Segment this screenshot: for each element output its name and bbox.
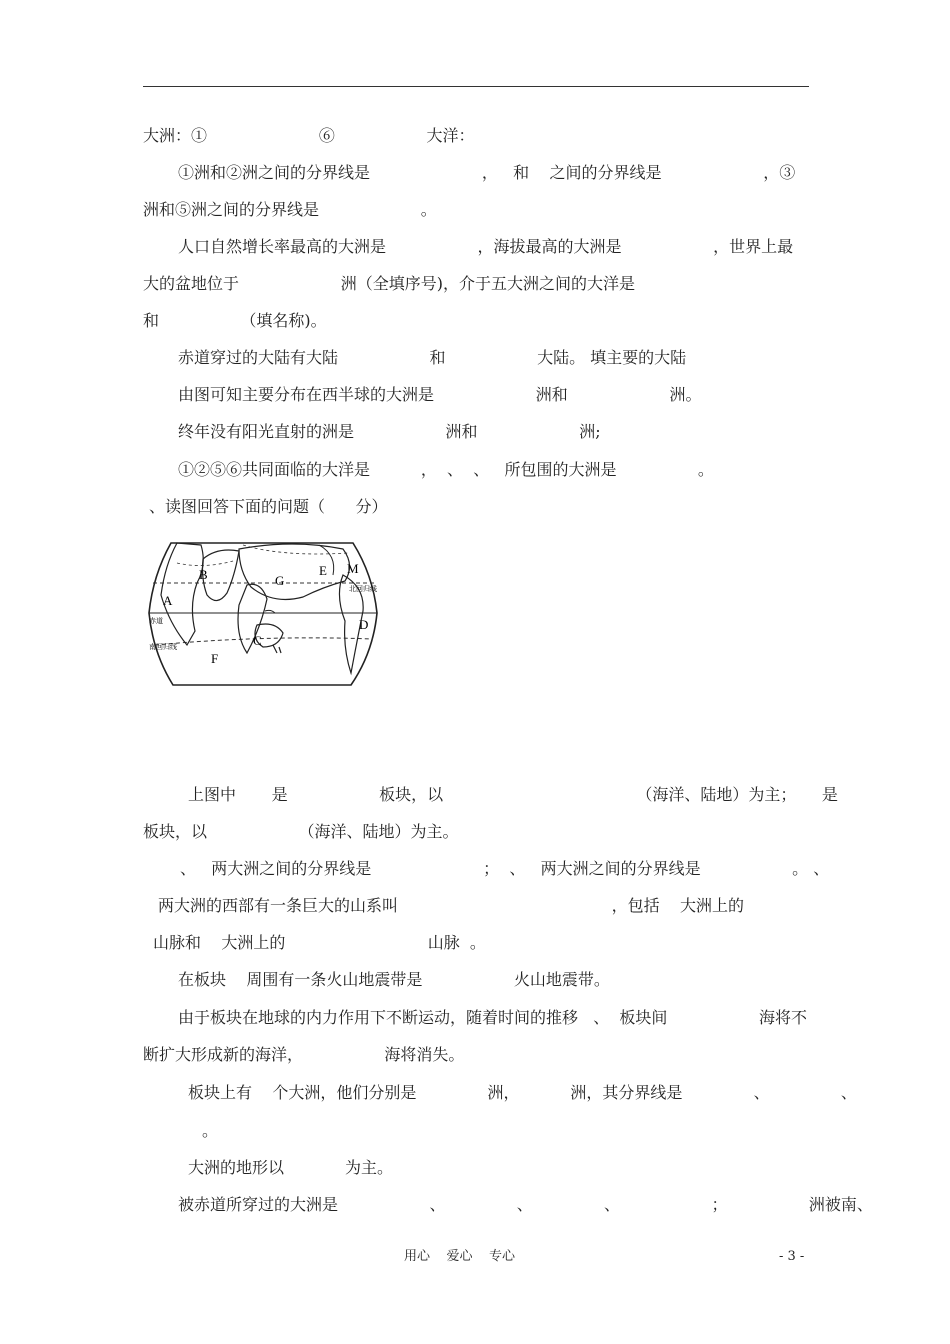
text-line: 大的盆地位于 洲（全填序号)，介于五大洲之间的大洋是	[143, 274, 635, 293]
text-line: ①②⑤⑥共同面临的大洋是 ， 、 、 所包围的大洲是 。	[178, 460, 714, 479]
text-line: 洲和⑤洲之间的分界线是 。	[143, 200, 437, 219]
tropic-capricorn-label: 南回归线	[149, 644, 177, 651]
tropic-cancer-label: 北回归线	[349, 586, 377, 593]
text-line: 被赤道所穿过的大洲是 、 、 、 ； 洲被南、	[178, 1195, 873, 1214]
header-rule	[143, 86, 809, 87]
map-label-m: M	[347, 561, 359, 576]
text-line: 和 （填名称)。	[143, 311, 327, 330]
text-line: 人口自然增长率最高的大洲是 ，海拔最高的大洲是 ，世界上最	[178, 237, 794, 256]
map-label-b: B	[199, 567, 208, 582]
footer-motto: 用心 爱心 专心	[404, 1249, 516, 1264]
equator-label: 赤道	[149, 618, 163, 625]
text-line: 两大洲的西部有一条巨大的山系叫 ，包括 大洲上的	[158, 896, 744, 915]
world-map	[143, 535, 381, 693]
text-line: ①洲和②洲之间的分界线是 ， 和 之间的分界线是 ，③	[178, 163, 796, 182]
text-line: 由图可知主要分布在西半球的大洲是 洲和 洲。	[178, 385, 702, 404]
text-line: 板块，以 （海洋、陆地）为主。	[143, 822, 459, 841]
page-number: - 3 -	[779, 1249, 805, 1264]
question-heading: 、读图回答下面的问题（ 分）	[149, 497, 388, 516]
text-line: 、 两大洲之间的分界线是 ； 、 两大洲之间的分界线是 。 、	[180, 859, 830, 878]
map-label-f: F	[211, 651, 219, 666]
text-line: 山脉和 大洲上的 山脉 。	[153, 933, 486, 952]
text-line: 断扩大形成新的海洋， 海将消失。	[143, 1045, 465, 1064]
text-line: 赤道穿过的大陆有大陆 和 大陆。 填主要的大陆	[178, 348, 687, 367]
map-label-c: C	[253, 633, 262, 648]
map-label-a: A	[163, 593, 173, 608]
text-line: 。	[202, 1121, 219, 1140]
text-line: 大洲：① ⑥ 大洋：	[143, 126, 475, 145]
map-label-e: E	[319, 563, 327, 578]
text-line: 在板块 周围有一条火山地震带是 火山地震带。	[178, 970, 610, 989]
text-line: 大洲的地形以 为主。	[188, 1158, 394, 1177]
text-line: 终年没有阳光直射的洲是 洲和 洲;	[178, 422, 601, 441]
map-label-d: D	[359, 617, 369, 632]
text-line: 板块上有 个大洲，他们分别是 洲， 洲，其分界线是 、 、	[188, 1083, 857, 1102]
text-line: 由于板块在地球的内力作用下不断运动，随着时间的推移 、 板块间 海将不	[178, 1008, 807, 1027]
text-line: 上图中 是 板块，以 （海洋、陆地）为主； 是	[188, 785, 838, 804]
map-label-g: G	[275, 573, 285, 588]
